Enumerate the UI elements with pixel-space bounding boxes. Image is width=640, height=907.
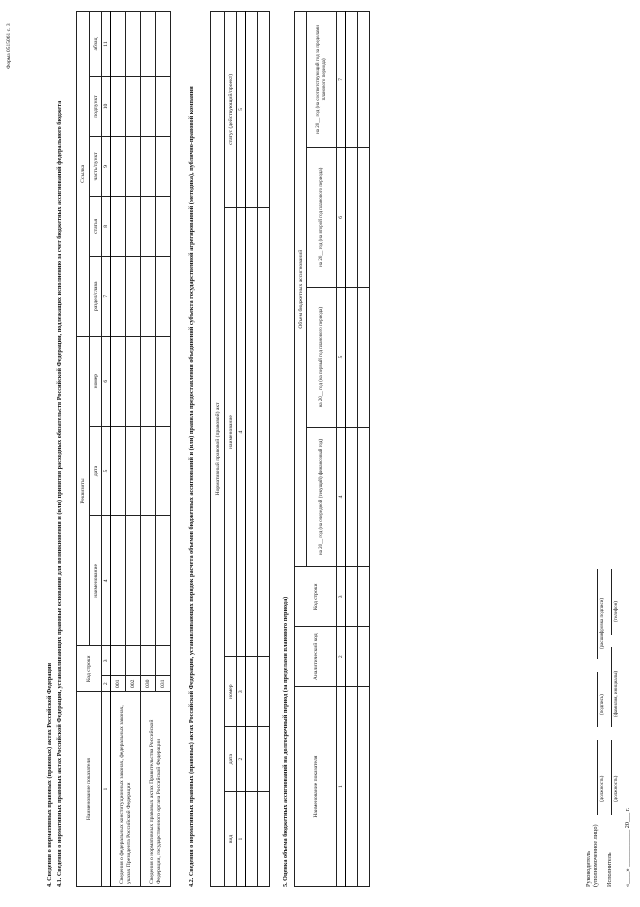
num-cell: 7 xyxy=(102,256,111,336)
h-indicator: Наименование показателя xyxy=(77,692,102,887)
head-decoding-line xyxy=(597,569,598,659)
executor-phone-line xyxy=(611,569,612,635)
row-label-laws: Сведения о федеральных конституционных законах, федеральных законах, указах Президента Российской Федерации xyxy=(111,692,141,887)
section-4-2-title: 4.2. Сведения о нормативных правовых (правовых) актах Российской Федерации, устанавливающих порядок расчета объемов бюджетных ассигнований и (или) правила предоставления объединений субъекта государственной агрегированной (методика), публично-правовой компании xyxy=(188,86,195,887)
section-4-1-title: 4.1. Сведения о нормативных правовых актах Российской Федерации, устанавливающих правовые основания для возникновения и (или) принятия расходных обязательств Российской Федерации, подлежащих исполнению за счет бюджетных ассигнований федерального бюджета xyxy=(56,100,63,887)
num-cell: 5 xyxy=(102,426,111,516)
h-total: Объем бюджетных ассигнований xyxy=(295,12,307,567)
cap-phone: (телефон) xyxy=(614,601,619,622)
h-year-4: на 20__ год (на соответствующий год за пределами планового периода) xyxy=(307,12,337,148)
num-cell: 3 xyxy=(102,646,111,676)
num-cell: 4 xyxy=(337,427,346,567)
row-code: 001 xyxy=(111,676,126,692)
head-label-2: (уполномоченное лицо) xyxy=(592,824,599,887)
h-year-3: на 20__ год (на второй год планового периода) xyxy=(307,147,337,287)
num-cell: 6 xyxy=(337,147,346,287)
num-cell: 8 xyxy=(102,196,111,256)
num-cell: 5 xyxy=(337,287,346,427)
row-code: 031 xyxy=(156,676,171,692)
h-section: раздел/глава xyxy=(90,256,102,336)
row-code: 030 xyxy=(141,676,156,692)
num-cell: 4 xyxy=(102,516,111,646)
table-4-2 xyxy=(210,11,270,887)
h-reference: Ссылка xyxy=(77,12,90,337)
section-4-title: 4. Сведения о нормативных правовых (правовых) актах Российской Федерации xyxy=(46,662,53,887)
num-cell: 10 xyxy=(102,77,111,137)
num-cell: 3 xyxy=(337,567,346,627)
executor-position-line xyxy=(611,740,612,815)
h-code: Код строки xyxy=(77,646,102,692)
row-code: 002 xyxy=(126,676,141,692)
cap-decoding: (расшифровка подписи) xyxy=(600,597,605,649)
head-signature-line xyxy=(597,672,598,727)
table-4-1 xyxy=(76,11,171,887)
table-5 xyxy=(294,11,370,887)
h-analytic: Аналитический код xyxy=(295,627,337,687)
num-cell: 2 xyxy=(237,727,246,792)
executor-fio-line xyxy=(611,647,612,727)
row-label-government: Сведения о нормативных правовых актах Правительства Российской Федерации, государственного органа Российской Федерации xyxy=(141,692,171,887)
cap-signature: (подпись) xyxy=(600,694,605,715)
h-indicator: Наименование показателя xyxy=(295,687,337,887)
h-act: Нормативный правовой (правовой) акт xyxy=(211,12,225,887)
num-cell: 2 xyxy=(337,627,346,687)
h-number: номер xyxy=(225,657,237,727)
cap-fio: (фамилия, инициалы) xyxy=(614,670,619,717)
h-year-1: на 20__ год (на очередной (текущий) финансовый год) xyxy=(307,427,337,567)
h-date: дата xyxy=(225,727,237,792)
head-position-line xyxy=(597,740,598,815)
num-cell: 11 xyxy=(102,12,111,77)
h-article: статья xyxy=(90,196,102,256)
h-status: статус (действующий/проект) xyxy=(225,12,237,208)
h-requisites: Реквизиты xyxy=(77,336,90,646)
num-cell: 2 xyxy=(102,676,111,692)
h-date: дата xyxy=(90,426,102,516)
section-5-title: 5. Оценка объема бюджетных ассигнований на долгосрочный период (за пределами планового периода) xyxy=(282,596,289,887)
signature-date: «____» ____________ 20___ г. xyxy=(624,807,631,887)
num-cell: 7 xyxy=(337,12,346,148)
h-name: наименование xyxy=(90,516,102,646)
h-part: часть/пункт xyxy=(90,136,102,196)
num-cell: 5 xyxy=(237,12,246,208)
cap-position-2: (должность) xyxy=(614,775,619,802)
h-paragraph: абзац xyxy=(90,12,102,77)
num-cell: 1 xyxy=(337,687,346,887)
h-code: Код строки xyxy=(295,567,337,627)
h-number: номер xyxy=(90,336,102,426)
h-subpoint: подпункт xyxy=(90,77,102,137)
cap-position: (должность) xyxy=(600,775,605,802)
h-year-2: на 20__ год (на первый год планового периода) xyxy=(307,287,337,427)
h-type: вид xyxy=(225,792,237,887)
executor-label: Исполнитель xyxy=(606,852,613,887)
num-cell: 4 xyxy=(237,207,246,656)
h-name: наименование xyxy=(225,207,237,656)
form-code: Форма 0515061 с. 3 xyxy=(6,23,12,69)
num-cell: 6 xyxy=(102,336,111,426)
head-label: Руководитель xyxy=(585,851,592,887)
num-cell: 9 xyxy=(102,136,111,196)
num-cell: 3 xyxy=(237,657,246,727)
num-cell: 1 xyxy=(237,792,246,887)
num-cell: 1 xyxy=(102,692,111,887)
